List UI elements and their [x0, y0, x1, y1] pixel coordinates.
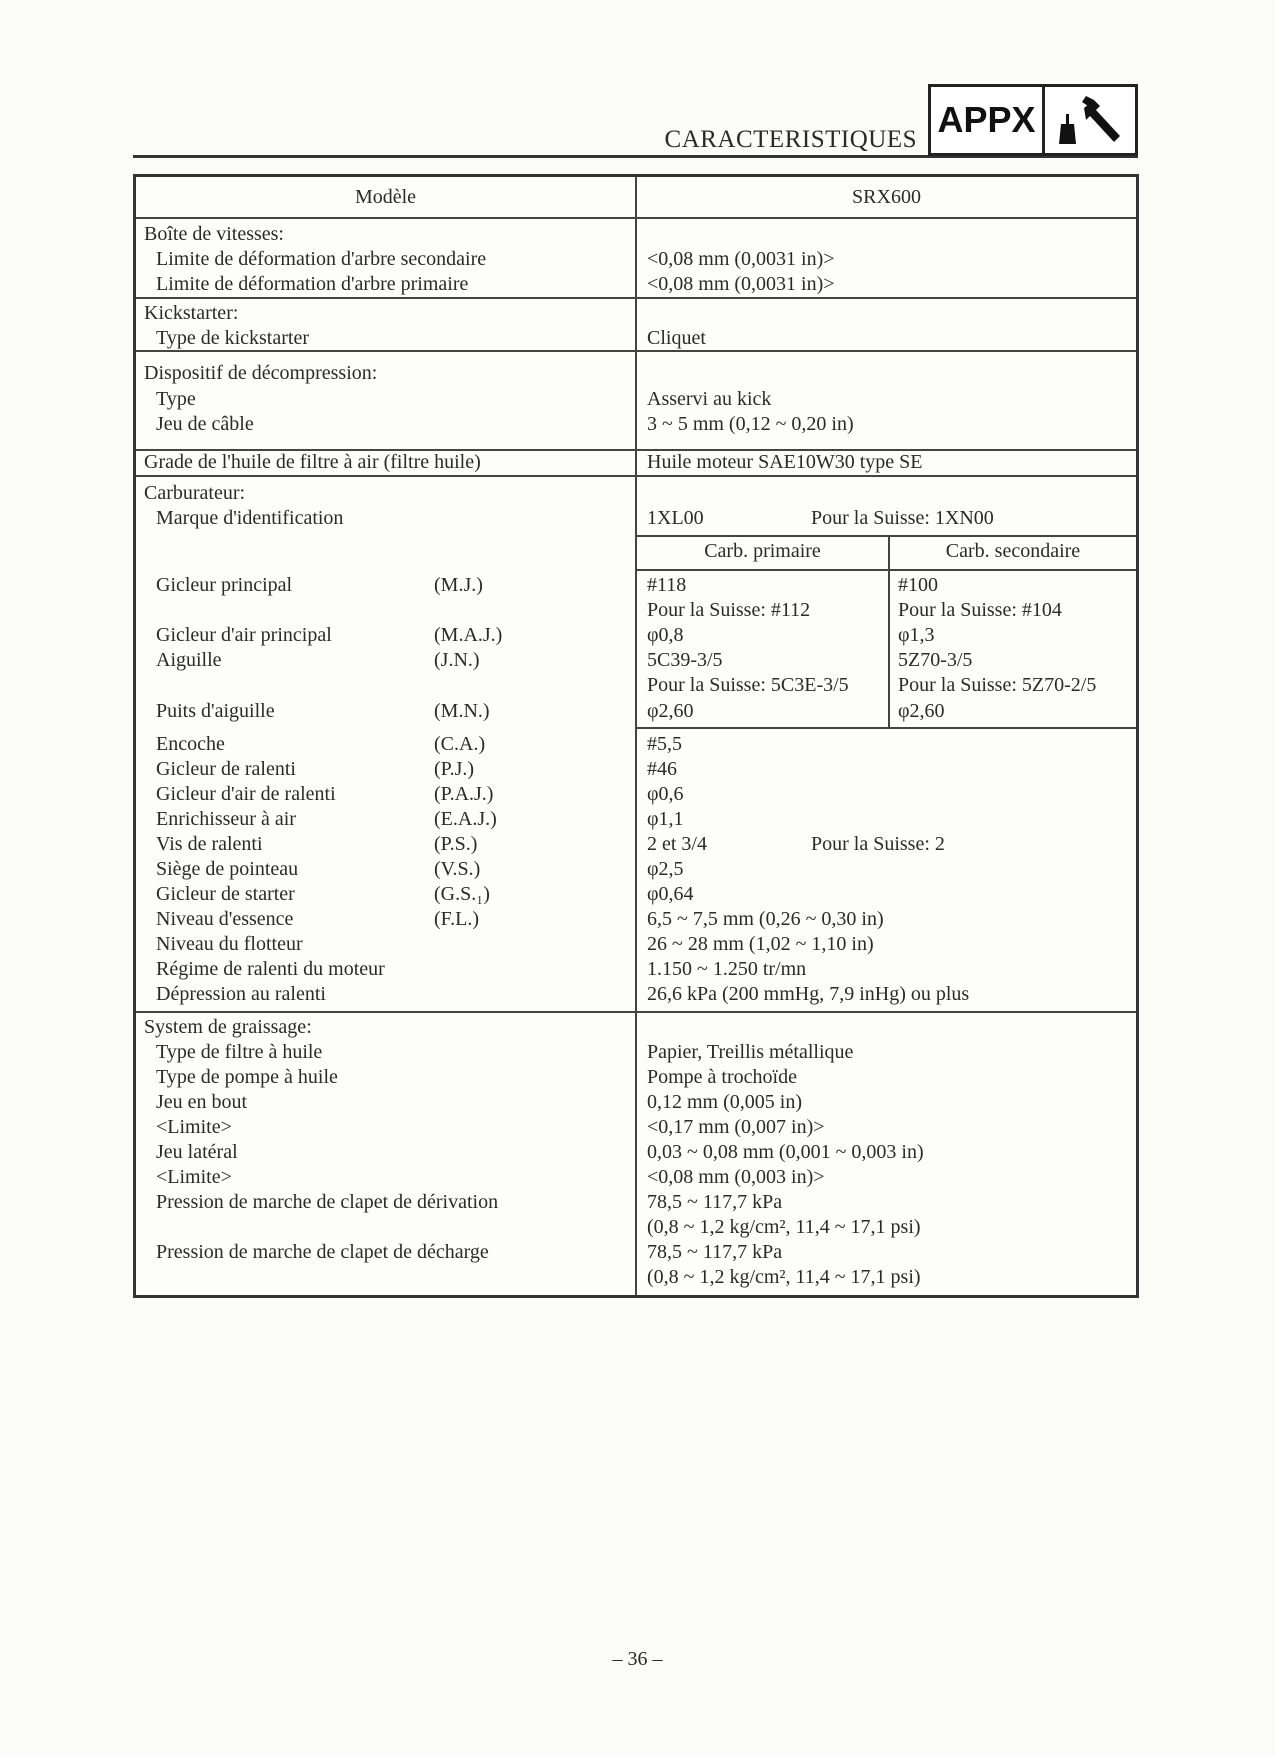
- abbr-puits: (M.N.): [434, 700, 490, 722]
- carb-primaire-header: Carb. primaire: [704, 540, 821, 562]
- sec-jn-suisse: Pour la Suisse: 5Z70-2/5: [898, 674, 1097, 696]
- value-decomp-jeu: 3 ~ 5 mm (0,12 ~ 0,20 in): [647, 413, 854, 435]
- value-siege: φ2,5: [647, 858, 684, 880]
- label-gicleur-air-ralenti: Gicleur d'air de ralenti: [156, 783, 336, 805]
- row-divider: [636, 535, 1136, 537]
- value-jeu-lateral: 0,03 ~ 0,08 mm (0,001 ~ 0,003 in): [647, 1141, 924, 1163]
- abbr-enrichisseur: (E.A.J.): [434, 808, 497, 830]
- value-column-header: SRX600: [852, 186, 921, 208]
- sec-mn: φ2,60: [898, 700, 945, 722]
- abbr-siege: (V.S.): [434, 858, 481, 880]
- value-depression: 26,6 kPa (200 mmHg, 7,9 inHg) ou plus: [647, 983, 970, 1005]
- label-gicleur-air: Gicleur d'air principal: [156, 624, 332, 646]
- row-divider: [136, 217, 1136, 219]
- specifications-table: [133, 174, 1139, 1298]
- carb-secondaire-header: Carb. secondaire: [945, 540, 1081, 562]
- abbr-gicleur-air: (M.A.J.): [434, 624, 503, 646]
- sec-mj-suisse: Pour la Suisse: #104: [898, 599, 1062, 621]
- label-starter: Gicleur de starter: [156, 883, 295, 905]
- value-decharge-2: (0,8 ~ 1,2 kg/cm², 11,4 ~ 17,1 psi): [647, 1266, 921, 1288]
- section-boite-title: Boîte de vitesses:: [144, 223, 284, 245]
- value-limite-1: <0,17 mm (0,007 in)>: [647, 1116, 825, 1138]
- value-vis: 2 et 3/4: [647, 833, 707, 855]
- abbr-starter: (G.S.₁): [434, 883, 490, 905]
- label-boite-secondaire: Limite de déformation d'arbre secondaire: [156, 248, 487, 270]
- value-huile-filtre: Huile moteur SAE10W30 type SE: [647, 451, 923, 473]
- row-divider: [636, 727, 1136, 729]
- label-decharge: Pression de marche de clapet de décharge: [156, 1241, 489, 1263]
- label-encoche: Encoche: [156, 733, 225, 755]
- page-number: – 36 –: [612, 1648, 663, 1670]
- label-regime: Régime de ralenti du moteur: [156, 958, 385, 980]
- prim-jn-suisse: Pour la Suisse: 5C3E-3/5: [647, 674, 849, 696]
- model-column-header: Modèle: [354, 186, 417, 208]
- value-gicleur-ralenti: #46: [647, 758, 677, 780]
- label-decomp-jeu: Jeu de câble: [156, 413, 254, 435]
- section-graissage-title: System de graissage:: [144, 1016, 312, 1038]
- value-boite-primaire: <0,08 mm (0,0031 in)>: [647, 273, 835, 295]
- value-decomp-type: Asservi au kick: [647, 388, 772, 410]
- value-pompe: Pompe à trochoïde: [647, 1066, 797, 1088]
- appx-badge-text: APPX: [931, 87, 1045, 153]
- sec-mj: #100: [898, 574, 938, 596]
- label-vis: Vis de ralenti: [156, 833, 263, 855]
- column-divider: [635, 177, 637, 1295]
- label-kick-type: Type de kickstarter: [156, 327, 309, 349]
- prim-mj: #118: [647, 574, 687, 596]
- label-huile-filtre: Grade de l'huile de filtre à air (filtre huile): [144, 451, 481, 473]
- value-boite-secondaire: <0,08 mm (0,0031 in)>: [647, 248, 835, 270]
- abbr-niveau-essence: (F.L.): [434, 908, 480, 930]
- abbr-encoche: (C.A.): [434, 733, 486, 755]
- abbr-gicleur-principal: (M.J.): [434, 574, 483, 596]
- label-marque: Marque d'identification: [156, 507, 344, 529]
- value-marque: 1XL00: [647, 507, 704, 529]
- value-niveau-flotteur: 26 ~ 28 mm (1,02 ~ 1,10 in): [647, 933, 874, 955]
- value-enrichisseur: φ1,1: [647, 808, 684, 830]
- value-filtre: Papier, Treillis métallique: [647, 1041, 854, 1063]
- row-divider: [136, 297, 1136, 299]
- sec-jn: 5Z70-3/5: [898, 649, 973, 671]
- page-title: CARACTERISTIQUES: [664, 126, 917, 153]
- value-decharge-1: 78,5 ~ 117,7 kPa: [647, 1241, 783, 1263]
- value-starter: φ0,64: [647, 883, 694, 905]
- row-divider: [136, 475, 1136, 477]
- label-boite-primaire: Limite de déformation d'arbre primaire: [156, 273, 469, 295]
- value-niveau-essence: 6,5 ~ 7,5 mm (0,26 ~ 0,30 in): [647, 908, 884, 930]
- prim-mn: φ2,60: [647, 700, 694, 722]
- label-gicleur-ralenti: Gicleur de ralenti: [156, 758, 296, 780]
- label-puits: Puits d'aiguille: [156, 700, 275, 722]
- label-limite-2: <Limite>: [156, 1166, 232, 1188]
- label-filtre: Type de filtre à huile: [156, 1041, 323, 1063]
- prim-mj-suisse: Pour la Suisse: #112: [647, 599, 811, 621]
- label-niveau-essence: Niveau d'essence: [156, 908, 294, 930]
- row-divider: [136, 1011, 1136, 1013]
- value-marque-suisse: Pour la Suisse: 1XN00: [811, 507, 994, 529]
- section-carbu-title: Carburateur:: [144, 482, 246, 504]
- prim-jn: 5C39-3/5: [647, 649, 723, 671]
- value-limite-2: <0,08 mm (0,003 in)>: [647, 1166, 825, 1188]
- label-decomp-type: Type: [156, 388, 196, 410]
- prim-maj: φ0,8: [647, 624, 684, 646]
- value-encoche: #5,5: [647, 733, 682, 755]
- label-depression: Dépression au ralenti: [156, 983, 326, 1005]
- label-enrichisseur: Enrichisseur à air: [156, 808, 296, 830]
- appx-badge: [928, 84, 1138, 156]
- value-derivation-1: 78,5 ~ 117,7 kPa: [647, 1191, 783, 1213]
- label-limite-1: <Limite>: [156, 1116, 232, 1138]
- label-niveau-flotteur: Niveau du flotteur: [156, 933, 303, 955]
- label-siege: Siège de pointeau: [156, 858, 299, 880]
- value-kick-type: Cliquet: [647, 327, 706, 349]
- abbr-vis: (P.S.): [434, 833, 478, 855]
- label-derivation: Pression de marche de clapet de dérivation: [156, 1191, 499, 1213]
- label-jeu-bout: Jeu en bout: [156, 1091, 248, 1113]
- abbr-aiguille: (J.N.): [434, 649, 480, 671]
- section-kick-title: Kickstarter:: [144, 302, 239, 324]
- abbr-gicleur-air-ralenti: (P.A.J.): [434, 783, 494, 805]
- wrench-screwdriver-icon: [1045, 87, 1135, 153]
- row-divider: [636, 569, 1136, 571]
- label-aiguille: Aiguille: [156, 649, 222, 671]
- page-header: [133, 84, 1138, 158]
- label-jeu-lateral: Jeu latéral: [156, 1141, 238, 1163]
- value-jeu-bout: 0,12 mm (0,005 in): [647, 1091, 802, 1113]
- abbr-gicleur-ralenti: (P.J.): [434, 758, 475, 780]
- value-derivation-2: (0,8 ~ 1,2 kg/cm², 11,4 ~ 17,1 psi): [647, 1216, 921, 1238]
- sec-maj: φ1,3: [898, 624, 935, 646]
- section-decomp-title: Dispositif de décompression:: [144, 362, 378, 384]
- value-regime: 1.150 ~ 1.250 tr/mn: [647, 958, 807, 980]
- value-vis-suisse: Pour la Suisse: 2: [811, 833, 945, 855]
- label-pompe: Type de pompe à huile: [156, 1066, 338, 1088]
- label-gicleur-principal: Gicleur principal: [156, 574, 293, 596]
- value-gicleur-air-ralenti: φ0,6: [647, 783, 684, 805]
